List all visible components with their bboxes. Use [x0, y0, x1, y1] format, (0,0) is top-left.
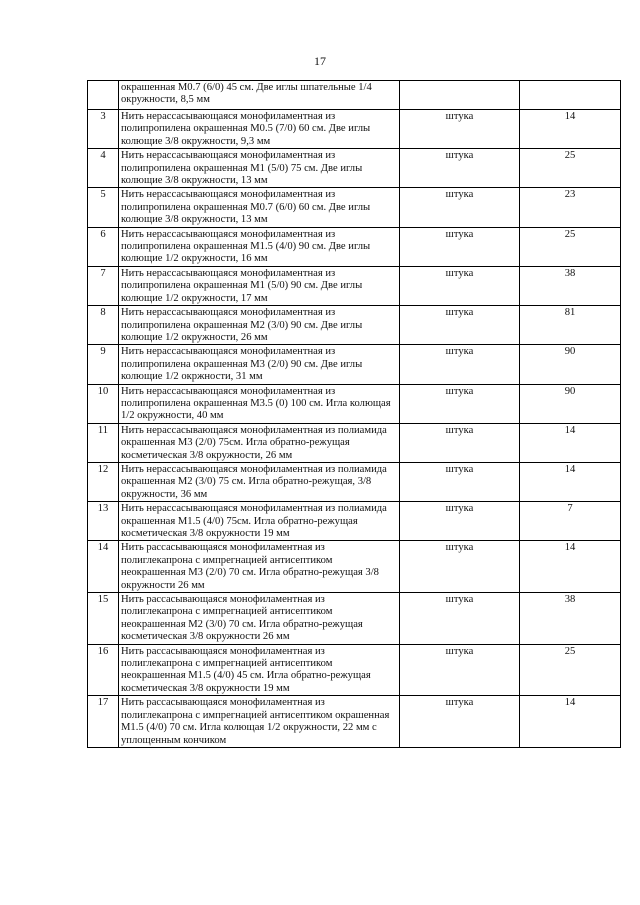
unit-cell: штука	[400, 644, 520, 696]
quantity-cell	[520, 81, 621, 110]
description-cell: Нить нерассасывающаяся монофиламентная из полиамида окрашенная M2 (3/0) 75 см. Игла обратно-режущая, 3/8 окружности, 36 мм	[119, 462, 400, 501]
unit-cell: штука	[400, 423, 520, 462]
unit-cell: штука	[400, 266, 520, 305]
unit-cell: штука	[400, 306, 520, 345]
quantity-cell: 14	[520, 462, 621, 501]
unit-cell: штука	[400, 696, 520, 748]
quantity-cell: 90	[520, 384, 621, 423]
unit-cell: штука	[400, 502, 520, 541]
table-row	[88, 345, 621, 384]
quantity-cell: 25	[520, 149, 621, 188]
row-number-cell: 3	[88, 110, 119, 149]
row-number-cell: 16	[88, 644, 119, 696]
quantity-cell: 23	[520, 188, 621, 227]
row-number-cell: 12	[88, 462, 119, 501]
description-cell: Нить нерассасывающаяся монофиламентная из полипропилена окрашенная M1 (5/0) 75 см. Две иглы колющие 3/8 окружности, 13 мм	[119, 149, 400, 188]
quantity-cell: 25	[520, 644, 621, 696]
unit-cell: штука	[400, 541, 520, 593]
quantity-cell: 81	[520, 306, 621, 345]
row-number-cell: 8	[88, 306, 119, 345]
description-cell: Нить рассасывающаяся монофиламентная из полиглекапрона с импрегнацией антисептиком неокрашенная M3 (2/0) 70 см. Игла обратно-режущая 3/8 окружности 26 мм	[119, 541, 400, 593]
row-number-cell: 15	[88, 593, 119, 645]
unit-cell: штука	[400, 110, 520, 149]
description-cell: Нить нерассасывающаяся монофиламентная из полиамида окрашенная M1.5 (4/0) 75см. Игла обратно-режущая косметическая 3/8 окружности 19 мм	[119, 502, 400, 541]
table-row	[88, 644, 621, 696]
row-number-cell: 17	[88, 696, 119, 748]
row-number-cell: 5	[88, 188, 119, 227]
quantity-cell: 38	[520, 593, 621, 645]
description-cell: Нить рассасывающаяся монофиламентная из полиглекапрона с импрегнацией антисептиком окрашенная M1.5 (4/0) 70 см. Игла колющая 1/2 окружности, 22 мм с уплощенным кончиком	[119, 696, 400, 748]
page-number: 17	[314, 54, 326, 68]
quantity-cell: 90	[520, 345, 621, 384]
table-row	[88, 696, 621, 748]
unit-cell: штука	[400, 345, 520, 384]
description-cell: Нить нерассасывающаяся монофиламентная из полипропилена окрашенная M3.5 (0) 100 см. Игла колющая 1/2 окружности, 40 мм	[119, 384, 400, 423]
table-row	[88, 266, 621, 305]
row-number-cell: 11	[88, 423, 119, 462]
table-row	[88, 423, 621, 462]
description-cell: Нить нерассасывающаяся монофиламентная из полипропилена окрашенная M2 (3/0) 90 см. Две иглы колющие 1/2 окружности, 26 мм	[119, 306, 400, 345]
table-row	[88, 384, 621, 423]
description-cell: Нить нерассасывающаяся монофиламентная из полиамида окрашенная M3 (2/0) 75см. Игла обратно-режущая косметическая 3/8 окружности, 26 мм	[119, 423, 400, 462]
unit-cell	[400, 81, 520, 110]
description-cell: Нить рассасывающаяся монофиламентная из полиглекапрона с импрегнацией антисептиком неокрашенная M1.5 (4/0) 45 см. Игла обратно-режущая косметическая 3/8 окружности 19 мм	[119, 644, 400, 696]
row-number-cell: 4	[88, 149, 119, 188]
description-cell: окрашенная M0.7 (6/0) 45 см. Две иглы шпательные 1/4 окружности, 8,5 мм	[119, 81, 400, 110]
suture-spec-table	[87, 80, 621, 748]
table-body	[88, 81, 621, 748]
quantity-cell: 14	[520, 423, 621, 462]
description-cell: Нить нерассасывающаяся монофиламентная из полипропилена окрашенная M3 (2/0) 90 см. Две иглы колющие 1/2 окржности, 31 мм	[119, 345, 400, 384]
table-row	[88, 541, 621, 593]
table-row	[88, 188, 621, 227]
unit-cell: штука	[400, 188, 520, 227]
table-row	[88, 306, 621, 345]
row-number-cell: 7	[88, 266, 119, 305]
table-row	[88, 110, 621, 149]
quantity-cell: 14	[520, 541, 621, 593]
quantity-cell: 38	[520, 266, 621, 305]
unit-cell: штука	[400, 593, 520, 645]
table-row	[88, 593, 621, 645]
row-number-cell: 10	[88, 384, 119, 423]
description-cell: Нить рассасывающаяся монофиламентная из полиглекапрона с импрегнацией антисептиком неокрашенная M2 (3/0) 70 см. Игла обратно-режущая косметическая 3/8 окружности 26 мм	[119, 593, 400, 645]
table-row	[88, 149, 621, 188]
quantity-cell: 14	[520, 696, 621, 748]
row-number-cell	[88, 81, 119, 110]
table-row	[88, 81, 621, 110]
quantity-cell: 14	[520, 110, 621, 149]
table-row	[88, 502, 621, 541]
unit-cell: штука	[400, 462, 520, 501]
table-row	[88, 462, 621, 501]
table-row	[88, 227, 621, 266]
row-number-cell: 14	[88, 541, 119, 593]
row-number-cell: 6	[88, 227, 119, 266]
description-cell: Нить нерассасывающаяся монофиламентная из полипропилена окрашенная M0.5 (7/0) 60 см. Две иглы колющие 3/8 окружности, 9,3 мм	[119, 110, 400, 149]
row-number-cell: 13	[88, 502, 119, 541]
quantity-cell: 25	[520, 227, 621, 266]
row-number-cell: 9	[88, 345, 119, 384]
description-cell: Нить нерассасывающаяся монофиламентная из полипропилена окрашенная M1.5 (4/0) 90 см. Две иглы колющие 1/2 окружности, 16 мм	[119, 227, 400, 266]
unit-cell: штука	[400, 384, 520, 423]
unit-cell: штука	[400, 149, 520, 188]
unit-cell: штука	[400, 227, 520, 266]
quantity-cell: 7	[520, 502, 621, 541]
description-cell: Нить нерассасывающаяся монофиламентная из полипропилена окрашенная M0.7 (6/0) 60 см. Две иглы колющие 3/8 окружности, 13 мм	[119, 188, 400, 227]
description-cell: Нить нерассасывающаяся монофиламентная из полипропилена окрашенная M1 (5/0) 90 см. Две иглы колющие 1/2 окружности, 17 мм	[119, 266, 400, 305]
